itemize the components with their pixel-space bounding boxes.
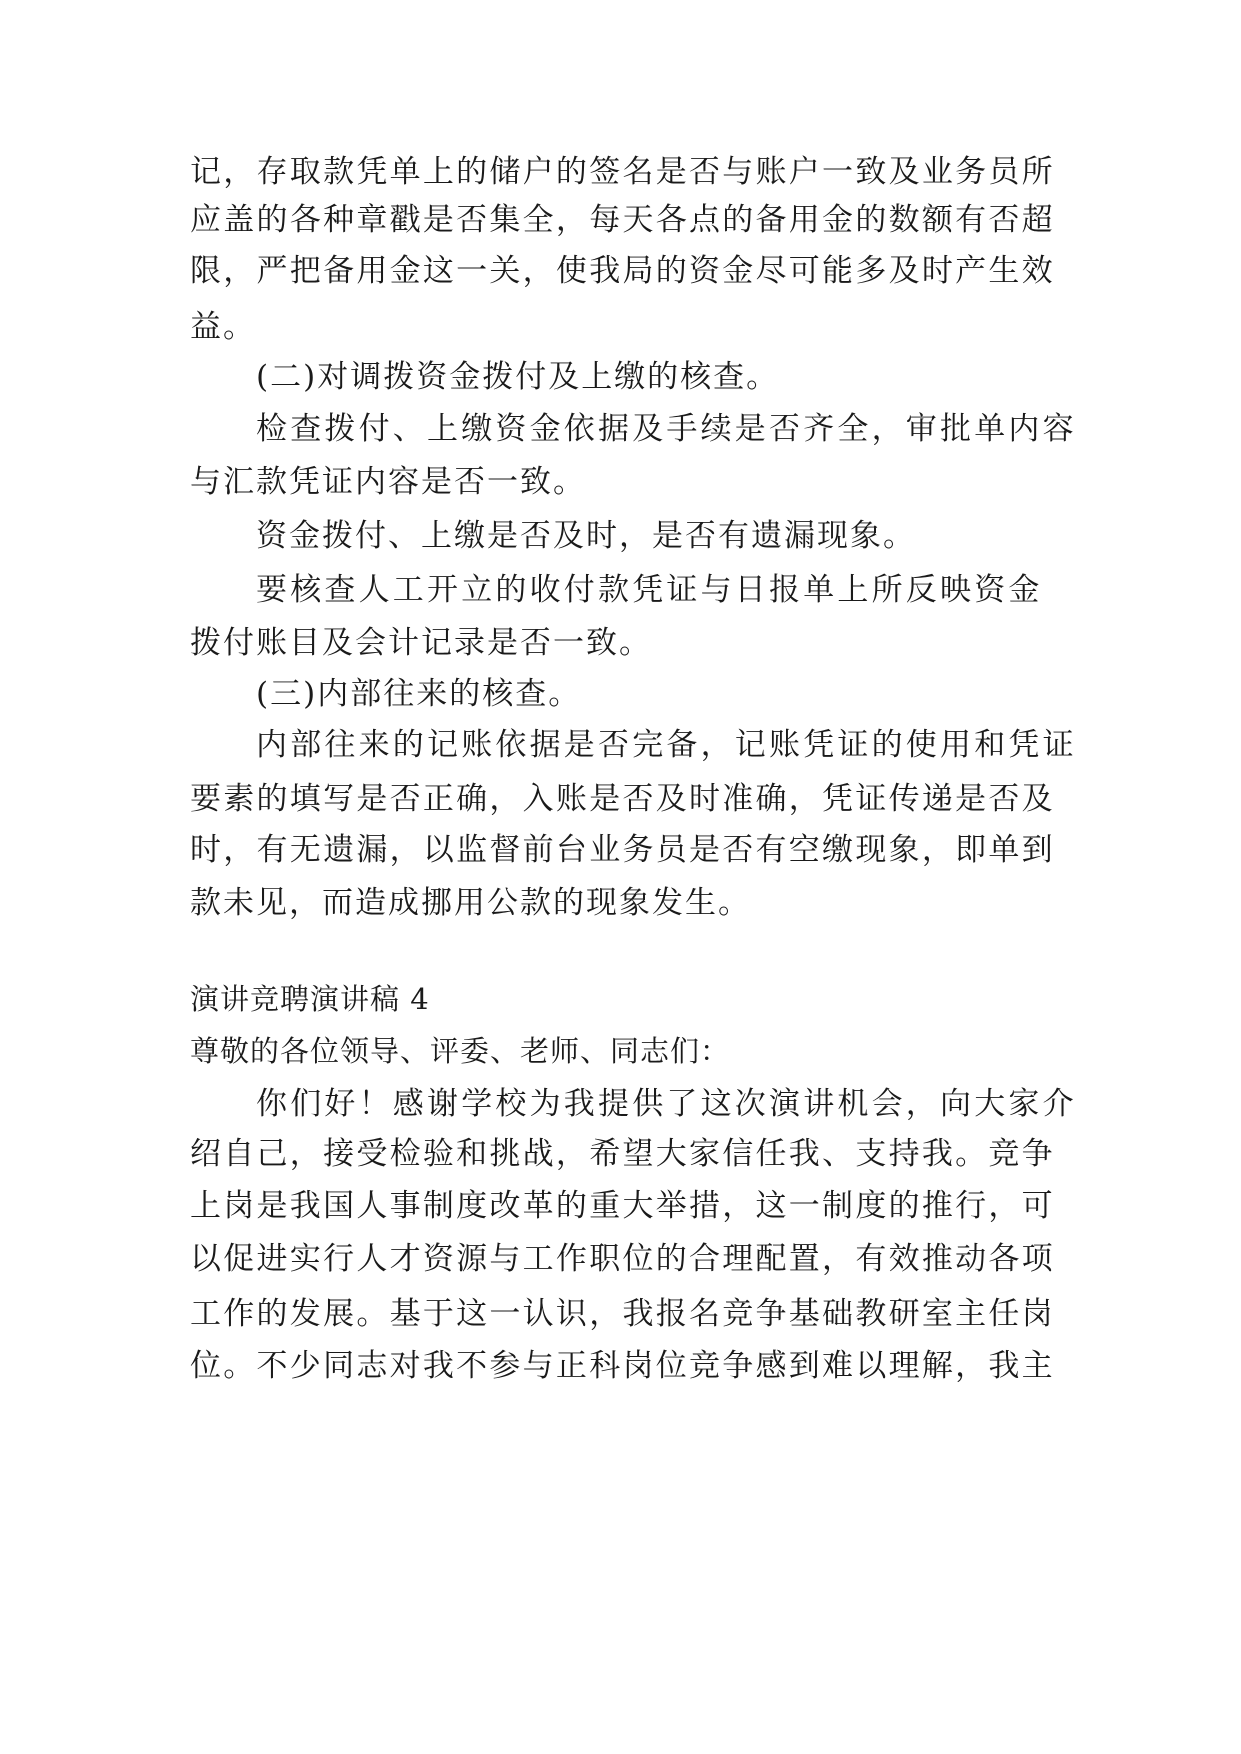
text-line: 检查拨付、上缴资金依据及手续是否齐全，审批单内容 (256, 411, 1077, 447)
text-line: 上 岗 是 我 国 人 事 制 度 改 革 的 重 大 举 措 ， 这 一 制 度 的 推 行 ， 可 (190, 1188, 1053, 1224)
text-line: 位 。 不 少 同 志 对 我 不 参 与 正 科 岗 位 竞 争 感 到 难 以 理 解 ， 我 主 (190, 1348, 1053, 1384)
text-line: 应 盖 的 各 种 章 戳 是 否 集 全 ， 每 天 各 点 的 备 用 金 的 数 额 有 否 超 (190, 202, 1053, 238)
text-line: 内部往来的记账依据是否完备，记账凭证的使用和凭证 (256, 727, 1077, 763)
text-line: 工 作 的 发 展 。 基 于 这 一 认 识 ， 我 报 名 竞 争 基 础 教 研 室 主 任 岗 (190, 1296, 1053, 1332)
text-line: 与汇款凭证内容是否一致。 (190, 464, 586, 500)
text-line: 你们好！感谢学校为我提供了这次演讲机会，向大家介 (256, 1086, 1077, 1122)
section-heading: (三)内部往来的核查。 (256, 676, 582, 712)
section-heading: (二)对调拨资金拨付及上缴的核查。 (256, 359, 780, 395)
salutation: 尊敬的各位领导、评委、老师、同志们： (190, 1034, 731, 1068)
text-line: 限 ， 严 把 备 用 金 这 一 关 ， 使 我 局 的 资 金 尽 可 能 多 及 时 产 生 效 (190, 253, 1053, 289)
text-line: 款未见，而造成挪用公款的现象发生。 (190, 885, 751, 921)
text-line: 资金拨付、上缴是否及时，是否有遗漏现象。 (256, 518, 916, 554)
text-line: 要 素 的 填 写 是 否 正 确 ， 入 账 是 否 及 时 准 确 ， 凭 证 传 递 是 否 及 (190, 781, 1053, 817)
text-line: 要核查人工开立的收付款凭证与日报单上所反映资金 (256, 572, 1043, 608)
text-line: 拨付账目及会计记录是否一致。 (190, 625, 652, 661)
text-line: 以 促 进 实 行 人 才 资 源 与 工 作 职 位 的 合 理 配 置 ， 有 效 推 动 各 项 (190, 1241, 1053, 1277)
text-line: 记 ， 存 取 款 凭 单 上 的 储 户 的 签 名 是 否 与 账 户 一 致 及 业 务 员 所 (190, 154, 1053, 190)
text-line: 时 ， 有 无 遗 漏 ， 以 监 督 前 台 业 务 员 是 否 有 空 缴 现 象 ， 即 单 到 (190, 832, 1053, 868)
text-line: 绍 自 己 ， 接 受 检 验 和 挑 战 ， 希 望 大 家 信 任 我 、 支 持 我 。 竞 争 (190, 1136, 1053, 1172)
text-line: 益。 (190, 309, 256, 345)
document-title: 演讲竞聘演讲稿 4 (190, 982, 430, 1016)
